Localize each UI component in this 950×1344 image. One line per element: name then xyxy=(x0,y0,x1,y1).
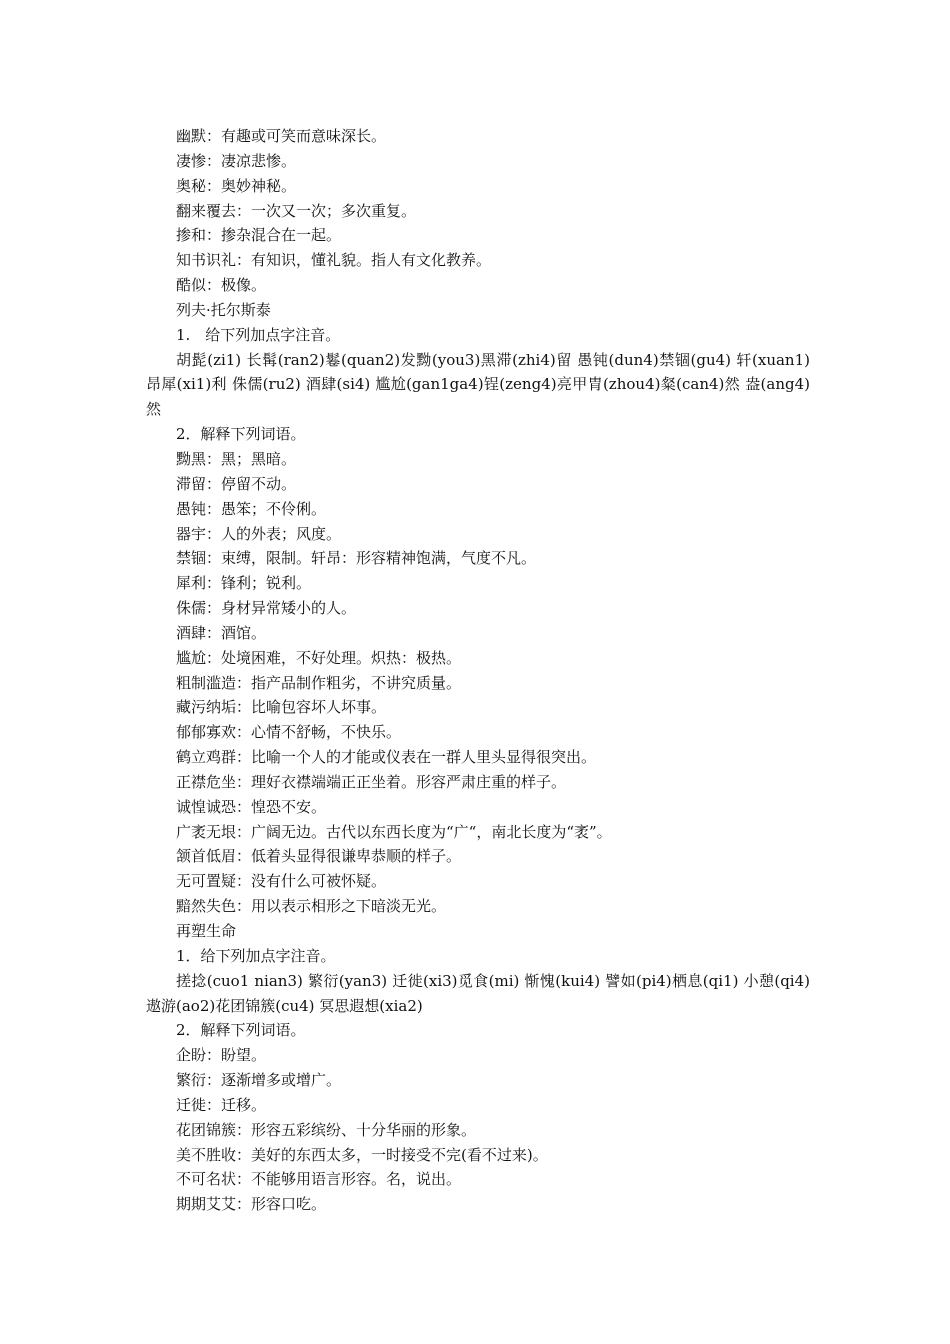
pinyin-paragraph: 搓捻(cuo1 nian3) 繁衍(yan3) 迁徙(xi3)觅食(mi) 惭愧(kui4) 譬如(pi4)栖息(qi1) 小憩(qi4) 遨游(ao2)花团锦簇(cu4) 冥思遐想(xia2) xyxy=(146,971,810,1015)
definition-line: 鹤立鸡群：比喻一个人的才能或仪表在一群人里头显得很突出。 xyxy=(176,748,597,767)
pinyin-paragraph: 胡髭(zi1) 长髯(ran2)鬈(quan2)发黝(you3)黑滞(zhi4)留 愚钝(dun4)禁锢(gu4) 轩(xuan1)昂犀(xi1)利 侏儒(ru2) 酒肆(si4) 尴尬(gan1ga4)锃(zeng4)亮甲胄(zhou4)粲(can4)然 盎(ang4)然 xyxy=(146,350,810,419)
definition-line: 酷似：极像。 xyxy=(176,276,267,295)
definition-line: 不可名状：不能够用语言形容。名，说出。 xyxy=(176,1170,462,1189)
definition-line: 黯然失色：用以表示相形之下暗淡无光。 xyxy=(176,897,447,916)
definition-line: 郁郁寡欢：心情不舒畅，不快乐。 xyxy=(176,723,402,742)
document-page xyxy=(146,124,810,1217)
definition-line: 酒肆：酒馆。 xyxy=(176,623,267,642)
definition-line: 期期艾艾：形容口吃。 xyxy=(176,1195,327,1214)
section-title: 列夫·托尔斯泰 xyxy=(176,300,271,319)
question-heading: 1. 给下列加点字注音。 xyxy=(176,325,341,344)
definition-line: 正襟危坐：理好衣襟端端正正坐着。形容严肃庄重的样子。 xyxy=(176,772,567,791)
definition-line: 幽默：有趣或可笑而意味深长。 xyxy=(176,127,387,145)
definition-line: 愚钝：愚笨；不伶俐。 xyxy=(176,499,327,518)
definition-line: 器宇：人的外表；风度。 xyxy=(176,524,342,543)
definition-line: 企盼：盼望。 xyxy=(176,1046,267,1065)
definition-line: 侏儒：身材异常矮小的人。 xyxy=(176,599,357,618)
section-vocabulary-1 xyxy=(146,124,810,298)
definition-line: 凄惨：凄凉悲惨。 xyxy=(176,151,297,170)
question-heading: 2．解释下列词语。 xyxy=(176,425,306,444)
definition-line: 无可置疑：没有什么可被怀疑。 xyxy=(176,872,387,891)
definition-line: 奥秘：奥妙神秘。 xyxy=(176,176,297,195)
definition-line: 禁锢：束缚，限制。轩昂：形容精神饱满，气度不凡。 xyxy=(176,549,537,568)
section-reshaping-life xyxy=(146,919,810,1217)
definition-line: 颔首低眉：低着头显得很谦卑恭顺的样子。 xyxy=(176,847,462,866)
definition-line: 花团锦簇：形容五彩缤纷、十分华丽的形象。 xyxy=(176,1120,477,1139)
definition-line: 黝黑：黑；黑暗。 xyxy=(176,449,297,468)
definition-line: 犀利：锋利；锐利。 xyxy=(176,574,312,593)
definition-line: 迁徙：迁移。 xyxy=(176,1095,267,1114)
question-heading: 2．解释下列词语。 xyxy=(176,1021,306,1040)
section-title: 再塑生命 xyxy=(176,922,237,940)
definition-line: 知书识礼：有知识，懂礼貌。指人有文化教养。 xyxy=(176,251,492,270)
section-tolstoy xyxy=(146,298,810,919)
definition-line: 粗制滥造：指产品制作粗劣，不讲究质量。 xyxy=(176,673,462,692)
definition-line: 广袤无垠：广阔无边。古代以东西长度为“广“，南北长度为“袤”。 xyxy=(176,822,612,841)
definition-line: 滞留：停留不动。 xyxy=(176,474,297,493)
definition-line: 掺和：掺杂混合在一起。 xyxy=(176,226,342,245)
question-heading: 1．给下列加点字注音。 xyxy=(176,946,336,965)
definition-line: 尴尬：处境困难，不好处理。炽热：极热。 xyxy=(176,648,462,667)
definition-line: 诚惶诚恐：惶恐不安。 xyxy=(176,797,327,816)
definition-line: 翻来覆去：一次又一次；多次重复。 xyxy=(176,201,417,220)
definition-line: 美不胜收：美好的东西太多，一时接受不完(看不过来)。 xyxy=(176,1145,548,1164)
definition-line: 繁衍：逐渐增多或增广。 xyxy=(176,1071,342,1090)
definition-line: 藏污纳垢：比喻包容坏人坏事。 xyxy=(176,698,387,717)
